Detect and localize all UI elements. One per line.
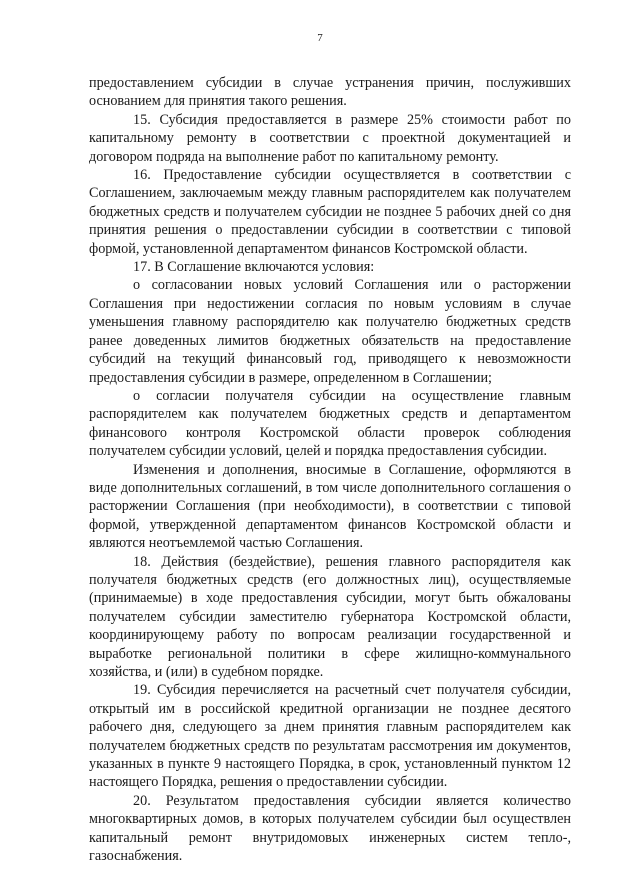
paragraph: Изменения и дополнения, вносимые в Соглашение, оформляются в виде дополнительных соглашений, в том числе дополнительного соглашения о расторжении Соглашения (при необходимости), в соответствии с типовой формой, утвержденной департаментом финансов Костромской области и являются неотъемлемой частью Соглашения. — [89, 461, 571, 552]
paragraph: 16. Предоставление субсидии осуществляется в соответствии с Соглашением, заключаемым между главным распорядителем как получателем бюджетных средств и получателем субсидии не позднее 5 рабочих дней со дня принятия решения о предоставлении субсидии в соответствии с типовой формой, установленной департаментом финансов Костромской области. — [89, 167, 571, 257]
page-number: 7 — [317, 32, 323, 44]
paragraph: о согласовании новых условий Соглашения или о расторжении Соглашения при недостижении согласия по новым условиям в случае уменьшения главному распорядителю как получателю бюджетных средств ранее доведенных лимитов бюджетных обязательств на предоставление субсидий на текущий финансовый год, приводящего к невозможности предоставления субсидии в размере, определенном в Соглашении; — [89, 277, 571, 386]
paragraph: 19. Субсидия перечисляется на расчетный счет получателя субсидии, открытый им в российской кредитной организации не позднее десятого рабочего дня, следующего за днем принятия главным распорядителем как получателем бюджетных средств по результатам рассмотрения им документов, указанных в пункте 9 настоящего Порядка, в срок, установленный пунктом 12 настоящего Порядка, решения о предоставлении субсидии. — [89, 682, 571, 791]
paragraph: 18. Действия (бездействие), решения главного распорядителя как получателя бюджетных средств (его должностных лиц), осуществляемые (принимаемые) в ходе предоставления субсидии, могут быть обжалованы получателем субсидии заместителю губернатора Костромской области, координирующему работу по вопросам реализации государственной и выработке региональной политики в сфере жилищно-коммунального хозяйства, и (или) в судебном порядке. — [89, 553, 571, 680]
paragraph: 15. Субсидия предоставляется в размере 25% стоимости работ по капитальному ремонту в соответствии с проектной документацией и договором подряда на выполнение работ по капитальному ремонту. — [89, 111, 571, 165]
paragraph: предоставлением субсидии в случае устранения причин, послуживших основанием для принятия такого решения. — [89, 75, 571, 110]
paragraph: 20. Результатом предоставления субсидии является количество многоквартирных домов, в которых получателем субсидии был осуществлен капитальный ремонт внутридомовых инженерных систем тепло-, газоснабжения. — [89, 792, 571, 865]
paragraph: о согласии получателя субсидии на осуществление главным распорядителем как получателем бюджетных средств и департаментом финансового контроля Костромской области проверок соблюдения получателем субсидии условий, целей и порядка предоставления субсидии. — [89, 387, 571, 460]
body-text — [89, 74, 571, 865]
paragraph: 17. В Соглашение включаются условия: — [133, 259, 375, 276]
